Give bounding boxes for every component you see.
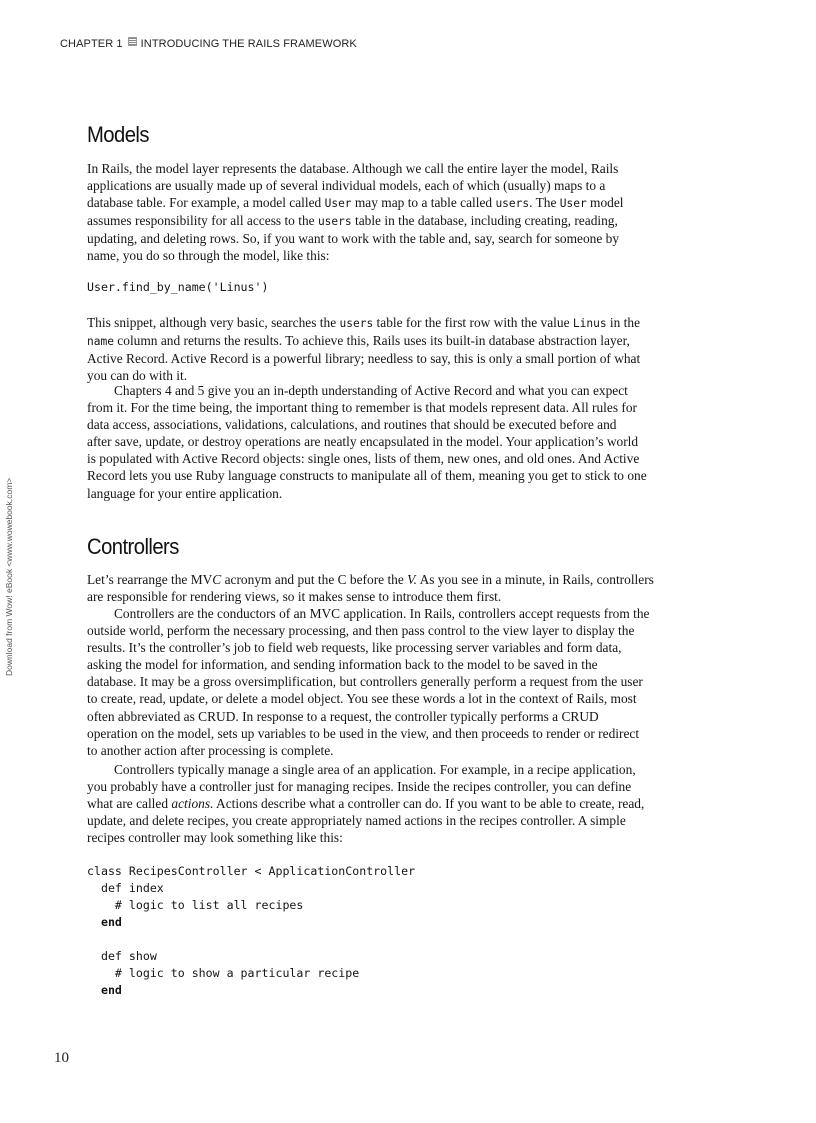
text-line: recipes controller may look something like this: bbox=[87, 830, 343, 846]
text-line: to create, read, update, or delete a model object. You see these words a lot in the context of Rails, most bbox=[87, 691, 637, 707]
text-line: operation on the model, sets up variables to be used in the view, and then proceeds to render or redirect bbox=[87, 725, 640, 741]
text-line: you probably have a controller just for managing recipes. Inside the recipes controller, you can define bbox=[87, 779, 632, 795]
text-line: Controllers typically manage a single area of an application. For example, in a recipe application, bbox=[114, 762, 636, 777]
code-recipes-controller bbox=[87, 863, 415, 999]
text-line: after save, update, or destroy operations are neatly encapsulated in the model. Your application’s world bbox=[87, 434, 639, 450]
controllers-heading: Controllers bbox=[87, 534, 179, 559]
code-line: def index bbox=[87, 881, 164, 895]
models-heading: Models bbox=[87, 122, 149, 147]
page-number: 10 bbox=[54, 1050, 69, 1066]
text-line: what are called actions. Actions describe what a controller can do. If you want to be able to create, read, bbox=[87, 796, 645, 812]
text-line: database. It may be a gross oversimplification, but controllers generally perform a request from the user bbox=[87, 674, 643, 690]
chapter-title: INTRODUCING THE RAILS FRAMEWORK bbox=[140, 38, 357, 50]
text-line: update, and delete recipes, you create appropriately named actions in the recipes controller. A simple bbox=[87, 813, 626, 829]
text-line: updating, and deleting rows. So, if you want to work with the table and, say, search for someone by bbox=[87, 231, 620, 247]
text-line: Chapters 4 and 5 give you an in-depth understanding of Active Record and what you can expect bbox=[114, 383, 628, 398]
chapter-label: CHAPTER 1 bbox=[60, 38, 123, 50]
text-line: language for your entire application. bbox=[87, 485, 283, 501]
download-watermark: Download from Wow! eBook <www.wowebook.com> bbox=[4, 477, 14, 676]
text-line: often abbreviated as CRUD. In response to a request, the controller typically performs a CRUD bbox=[87, 708, 599, 724]
controllers-paragraph-3 bbox=[87, 761, 727, 846]
running-header bbox=[60, 37, 357, 50]
text-line: Record lets you use Ruby language constructs to manipulate all of them, meaning you get to stick to one bbox=[87, 468, 647, 484]
text-line: from it. For the time being, the important thing to remember is that models represent data. All rules for bbox=[87, 400, 638, 416]
code-line: # logic to show a particular recipe bbox=[87, 966, 360, 980]
models-paragraph-1 bbox=[87, 160, 727, 265]
text-line: asking the model for information, and sending information back to the model to be saved in the bbox=[87, 657, 598, 673]
text-line: to another action after processing is complete. bbox=[87, 742, 334, 758]
code-find-by-name: User.find_by_name('Linus') bbox=[87, 280, 269, 294]
text-line: you can do with it. bbox=[87, 368, 188, 384]
code-line: end bbox=[100, 915, 122, 929]
text-line: name column and returns the results. To achieve this, Rails uses its built-in database abstraction layer, bbox=[87, 333, 630, 349]
text-line: In Rails, the model layer represents the database. Although we call the entire layer the model, Rails bbox=[87, 161, 619, 176]
models-paragraph-2 bbox=[87, 314, 727, 384]
text-line: is populated with Active Record objects: single ones, lists of them, new ones, and old ones. And Active bbox=[87, 451, 640, 467]
text-line: database table. For example, a model called User may map to a table called users. The User model bbox=[87, 195, 624, 211]
text-line: Active Record. Active Record is a powerful library; needless to say, this is only a small portion of what bbox=[87, 351, 641, 367]
text-line: Controllers are the conductors of an MVC application. In Rails, controllers accept requests from the bbox=[114, 606, 650, 621]
text-line: assumes responsibility for all access to the users table in the database, including creating, reading, bbox=[87, 213, 618, 229]
text-line: are responsible for rendering views, so it makes sense to introduce them first. bbox=[87, 589, 502, 605]
models-paragraph-3 bbox=[87, 382, 727, 502]
text-line: name, you do so through the model, like this: bbox=[87, 248, 330, 264]
text-line: Let’s rearrange the MVC acronym and put the C before the V. As you see in a minute, in Rails, controllers bbox=[87, 572, 654, 587]
separator-icon bbox=[128, 37, 137, 46]
code-line: def show bbox=[87, 949, 157, 963]
text-line: applications are usually made up of several individual models, each of which (usually) maps to a bbox=[87, 178, 606, 194]
controllers-paragraph-1 bbox=[87, 571, 727, 605]
code-line: class RecipesController < ApplicationController bbox=[87, 864, 416, 878]
text-line: This snippet, although very basic, searches the users table for the first row with the value Linus in the bbox=[87, 315, 641, 330]
code-line: end bbox=[100, 983, 122, 997]
text-line: outside world, perform the necessary processing, and then pass control to the view layer to display the bbox=[87, 623, 635, 639]
code-line bbox=[87, 931, 415, 948]
text-line: data access, associations, validations, calculations, and routines that should be executed before and bbox=[87, 417, 617, 433]
code-line: # logic to list all recipes bbox=[87, 898, 304, 912]
text-line: results. It’s the controller’s job to field web requests, like processing server variables and form data, bbox=[87, 640, 622, 656]
controllers-paragraph-2 bbox=[87, 605, 727, 759]
